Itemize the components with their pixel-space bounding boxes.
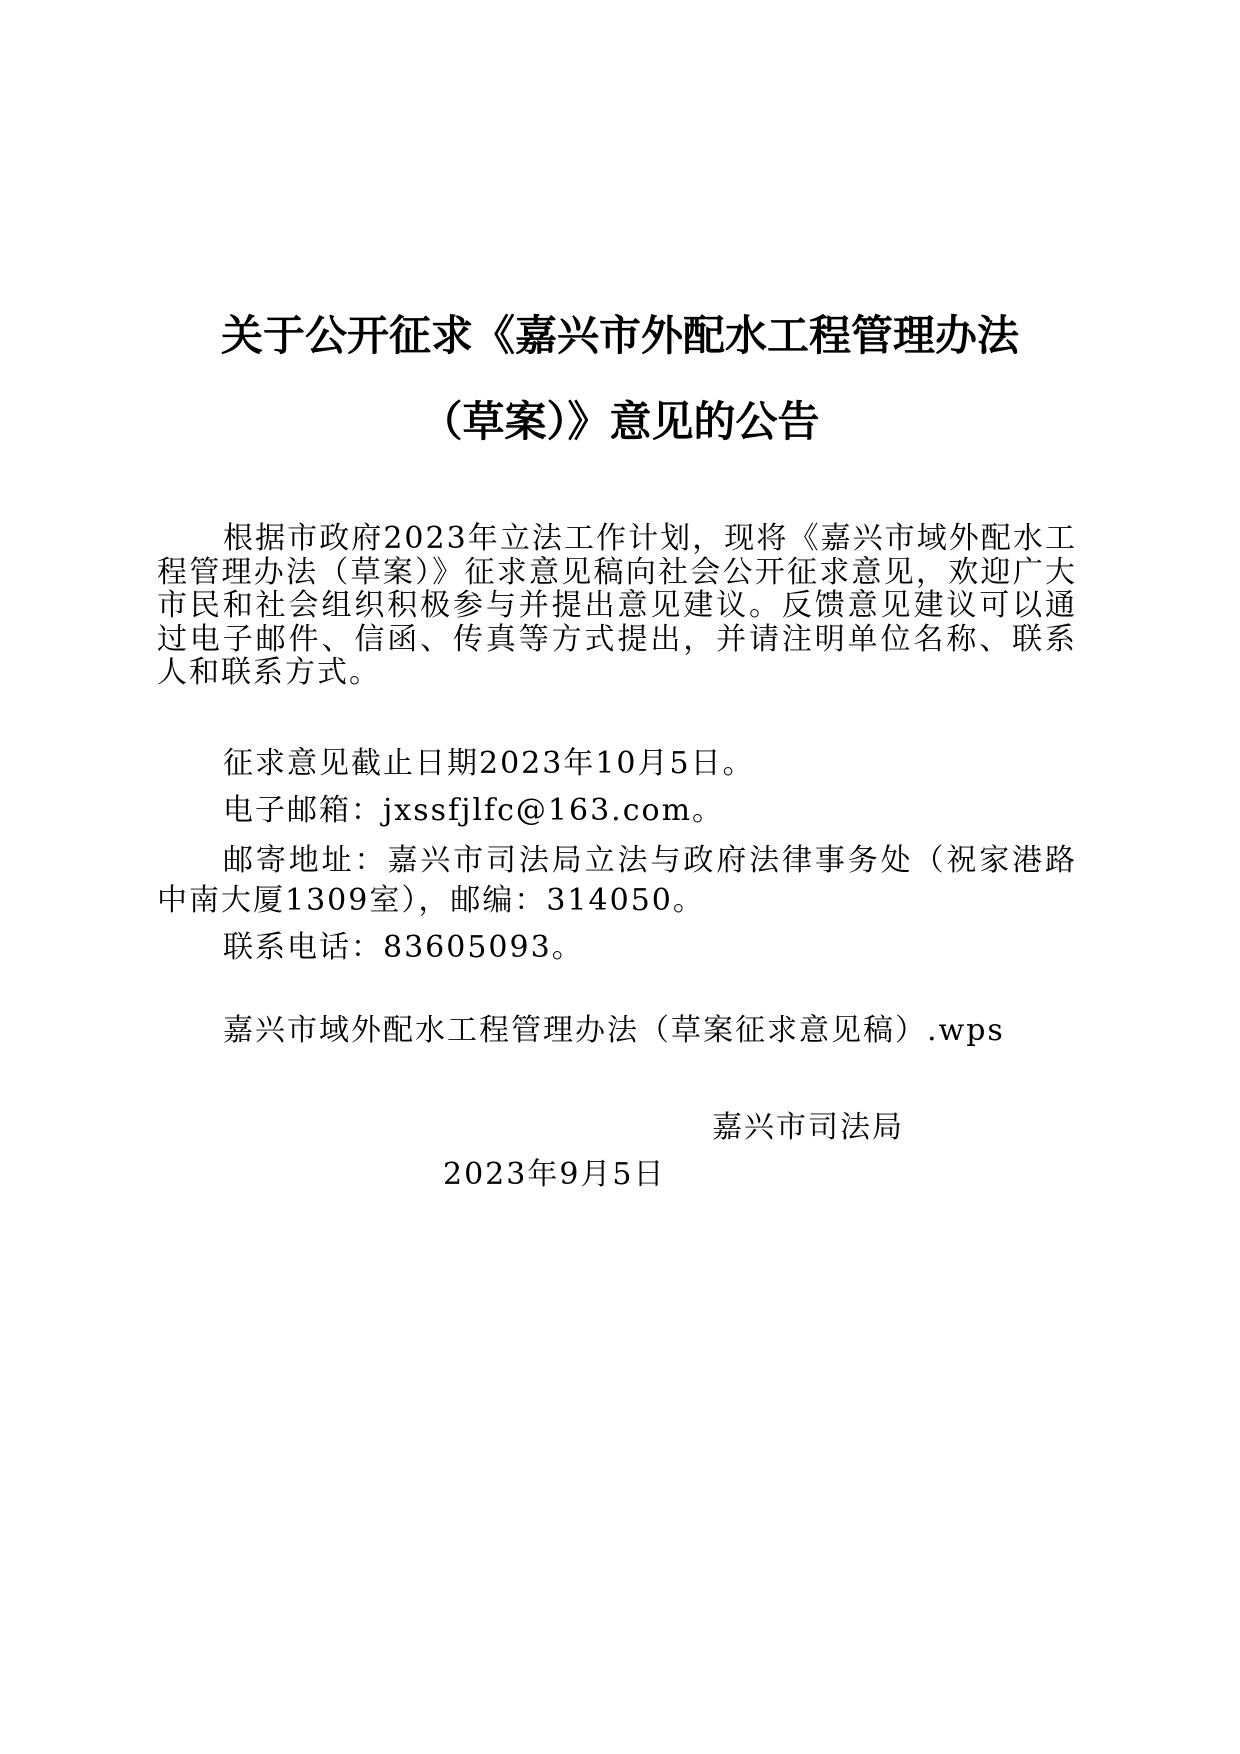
deadline-text: 征求意见截止日期2023年10月5日。	[223, 746, 755, 781]
attachment-link[interactable]: 嘉兴市域外配水工程管理办法（草案征求意见稿）.wps	[223, 1013, 1005, 1048]
title-line-2: （草案）》意见的公告	[420, 397, 820, 446]
intro-paragraph: 根据市政府2023年立法工作计划，现将《嘉兴市域外配水工程管理办法（草案）》征求意见稿向社会公开征求意见，欢迎广大市民和社会组织积极参与并提出意见建议。反馈意见建议可以通过电子邮件、信函、传真等方式提出，并请注明单位名称、联系人和联系方式。	[157, 521, 1077, 690]
email-text: 电子邮箱：jxssfjlfc@163.com。	[223, 793, 725, 828]
address-paragraph-block	[157, 841, 1077, 921]
title-line-1: 关于公开征求《嘉兴市外配水工程管理办法	[220, 311, 1019, 360]
issuer-name: 嘉兴市司法局	[712, 1110, 904, 1145]
phone-text: 联系电话：83605093。	[223, 930, 584, 965]
address-paragraph: 邮寄地址：嘉兴市司法局立法与政府法律事务处（祝家港路中南大厦1309室），邮编：314050。	[157, 843, 1077, 918]
intro-paragraph-block	[157, 522, 1077, 690]
issue-date: 2023年9月5日	[443, 1157, 666, 1192]
